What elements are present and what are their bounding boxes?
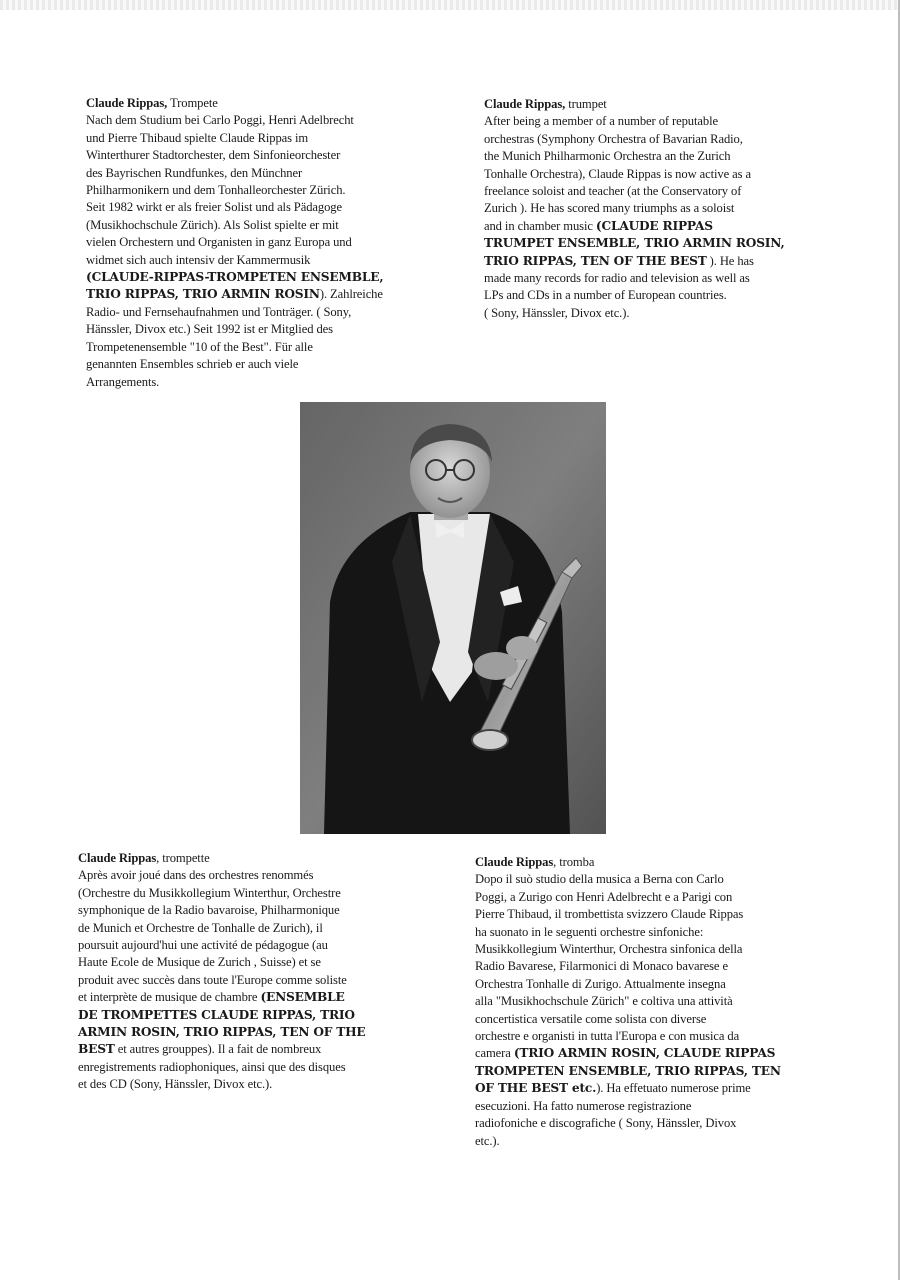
bio-line: symphonique de la Radio bavaroise, Philharmonique [78,903,340,918]
bio-line: Orchestra Tonhalle di Zurigo. Attualmente insegna [475,976,726,991]
bio-line: freelance soloist and teacher (at the Conservatory of [484,184,742,199]
bio-line: radiofoniche e discografiche ( Sony, Hänssler, Divox [475,1116,737,1131]
bio-line: produit avec succès dans toute l'Europe comme soliste [78,972,347,987]
bio-line: Après avoir joué dans des orchestres renommés [78,868,314,883]
bio-heading [484,96,824,113]
bio-line: Musikkollegium Winterthur, Orchestra sinfonica della [475,942,743,957]
bio-name: Claude Rippas, [86,96,168,110]
bio-line: Winterthurer Stadtorchester, dem Sinfonieorchester [86,148,341,163]
bio-line: Philharmonikern und dem Tonhalleorchester Zürich. [86,183,346,198]
bio-ensembles: DE TROMPETTES CLAUDE RIPPAS, TRIO [78,1007,355,1022]
bio-line: Radio- und Fernsehaufnahmen und Tonträger. ( Sony, [86,304,352,319]
bio-text: et autres grouppes). Il a fait de nombreux [114,1042,322,1057]
bio-text: et interprète de musique de chambre [78,990,261,1005]
bio-ensembles: (CLAUDE RIPPAS [595,218,713,233]
bio-line: Hänssler, Divox etc.) Seit 1992 ist er Mitglied des [86,322,333,337]
bio-heading [475,854,820,871]
bio-ensembles: TROMPETEN ENSEMBLE, TRIO RIPPAS, TEN [475,1063,781,1078]
bio-line: et des CD (Sony, Hänssler, Divox etc.). [78,1077,273,1092]
bio-line: vielen Orchestern und Organisten in ganz Europa und [86,235,352,250]
bio-english [484,96,824,322]
bio-ensembles: ARMIN ROSIN, TRIO RIPPAS, TEN OF THE [78,1025,366,1040]
bio-line: und Pierre Thibaud spielte Claude Rippas im [86,130,309,145]
bio-role: , tromba [553,855,595,869]
bio-line: Arrangements. [86,374,160,389]
bio-text: and in chamber music [484,218,596,233]
bio-line: ha suonato in le seguenti orchestre sinfoniche: [475,924,704,939]
bio-ensembles: BEST [78,1042,115,1057]
bio-ensembles: TRIO RIPPAS, TRIO ARMIN ROSIN [86,287,320,302]
bio-line: LPs and CDs in a number of European countries. [484,288,727,303]
bio-line: Nach dem Studium bei Carlo Poggi, Henri Adelbrecht [86,113,354,128]
bio-line: etc.). [475,1133,500,1148]
bio-line [475,1045,820,1062]
bio-ensembles: (CLAUDE-RIPPAS-TROMPETEN ENSEMBLE, [86,270,384,285]
bio-line: (Orchestre du Musikkollegium Winterthur, Orchestre [78,885,341,900]
bio-line: poursuit aujourd'hui une activité de pédagogue (au [78,938,328,953]
bio-line: enregistrements radiophoniques, ainsi que des disques [78,1059,346,1074]
bio-name: Claude Rippas [475,855,554,869]
bio-role: trumpet [565,97,607,111]
bio-role: Trompete [167,96,218,110]
scan-edge-top [0,0,900,10]
bio-text: camera [475,1046,514,1061]
bio-line [86,286,426,303]
bio-line: the Munich Philharmonic Orchestra an the Zurich [484,149,731,164]
bio-line: des Bayrischen Rundfunkes, den Münchner [86,165,303,180]
bio-line: orchestras (Symphony Orchestra of Bavarian Radio, [484,131,743,146]
bio-line: orchestre e organisti in tutta l'Europa e con musica da [475,1029,740,1044]
bio-line: esecuzioni. Ha fatto numerose registrazione [475,1098,692,1113]
bio-role: , trompette [156,851,210,865]
bio-line: (Musikhochschule Zürich). Als Solist spielte er mit [86,217,339,232]
bio-line [484,218,824,235]
bio-line: After being a member of a number of reputable [484,114,718,129]
bio-heading [78,850,418,867]
bio-line: Pierre Thibaud, il trombettista svizzero Claude Rippas [475,907,744,922]
bio-german [86,95,426,391]
bio-line: Seit 1982 wirkt er als freier Solist und als Pädagoge [86,200,342,215]
bio-line [78,989,418,1006]
bio-text: ). Ha effetuato numerose prime [596,1081,751,1096]
bio-line [484,253,824,270]
bio-ensembles: (TRIO ARMIN ROSIN, CLAUDE RIPPAS [513,1046,776,1061]
bio-heading [86,95,426,112]
bio-line: Trompetenensemble "10 of the Best". Für alle [86,339,313,354]
bio-ensembles: (ENSEMBLE [260,990,345,1005]
bio-text: ). He has [706,253,754,268]
bio-line [475,1080,820,1097]
bio-line: de Munich et Orchestre de Tonhalle de Zurich), il [78,920,323,935]
portrait-photo [300,402,606,834]
bio-french [78,850,418,1094]
bio-line: concertistica versatile come solista con diverse [475,1011,707,1026]
bio-name: Claude Rippas, [484,97,566,111]
bio-line: Dopo il suò studio della musica a Berna con Carlo [475,872,724,887]
bio-ensembles: OF THE BEST etc. [475,1081,597,1096]
bio-line: alla "Musikhochschule Zürich" e coltiva una attività [475,994,733,1009]
bio-line: genannten Ensembles schrieb er auch viele [86,357,299,372]
bio-text: ). Zahlreiche [319,287,383,302]
bio-line: Tonhalle Orchestra), Claude Rippas is now active as a [484,166,751,181]
bio-line: Poggi, a Zurigo con Henri Adelbrecht e a Parigi con [475,889,733,904]
bio-ensembles: TRUMPET ENSEMBLE, TRIO ARMIN ROSIN, [484,236,785,251]
bio-italian [475,854,820,1150]
bio-line [78,1041,418,1058]
bio-line: ( Sony, Hänssler, Divox etc.). [484,305,630,320]
bio-line: Zurich ). He has scored many triumphs as a soloist [484,201,735,216]
bio-line: Radio Bavarese, Filarmonici di Monaco bavarese e [475,959,728,974]
bio-line: widmet sich auch intensiv der Kammermusik [86,252,311,267]
bio-line: made many records for radio and television as well as [484,271,750,286]
bio-ensembles: TRIO RIPPAS, TEN OF THE BEST [484,253,707,268]
trumpeter-portrait-icon [300,402,606,834]
bio-line: Haute Ecole de Musique de Zurich , Suisse) et se [78,955,321,970]
bio-name: Claude Rippas [78,851,157,865]
